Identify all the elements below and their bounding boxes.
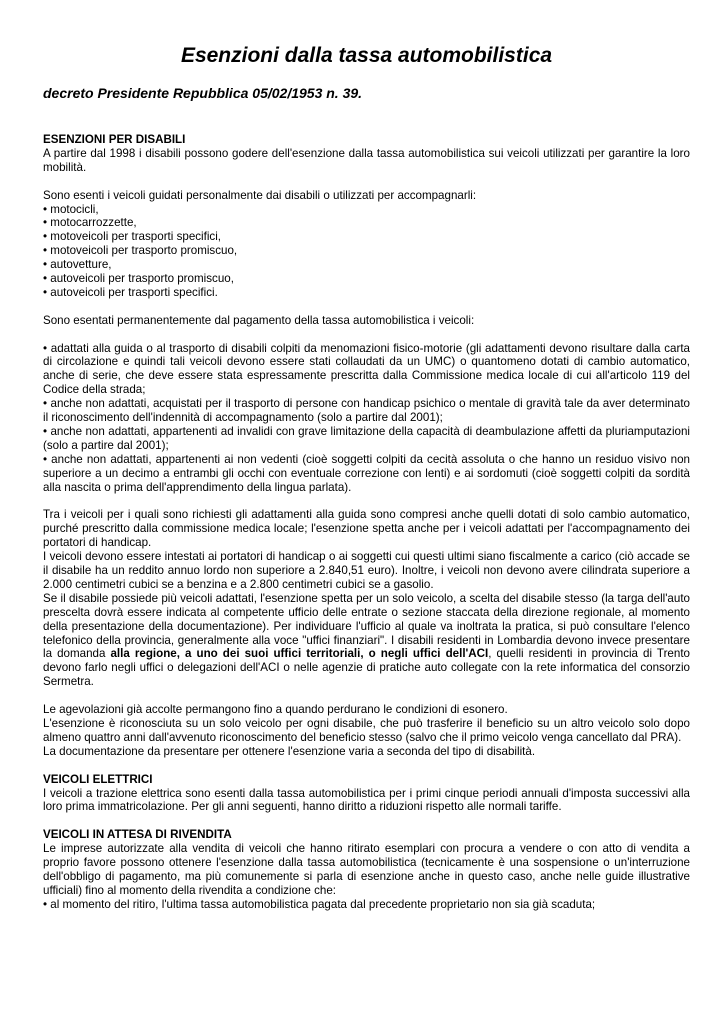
- list-item: • anche non adattati, appartenenti ai non vedenti (cioè soggetti colpiti da cecità assoluta o che hanno un residuo visivo non superiore a un decimo a entrambi gli occhi con eventuale correzione con lenti) e ai sordomuti (cioè soggetti colpiti da sordità alla nascita o prima dell'apprendimento della lingua parlata).: [43, 452, 690, 494]
- paragraph-rivendita: Le imprese autorizzate alla vendita di veicoli che hanno ritirato esemplari con procura a vendere o con atto di vendita a proprio favore possono ottenere l'esenzione dalla tassa automobilistica (tecnicamente è una sospensione o un'interruzione dell'obbligo di pagamento, ma più comunemente si parla di esenzione anche in questo caso, anche nelle guide illustrative ufficiali) fino al momento della rivendita a condizione che:: [43, 842, 690, 897]
- paragraph-intro: A partire dal 1998 i disabili possono godere dell'esenzione dalla tassa automobilistica sui veicoli utilizzati per garantire la loro mobilità.: [43, 146, 690, 174]
- section-rivendita: [43, 828, 690, 911]
- text-run: , quelli residenti in provincia di Trento devono farlo negli uffici o delegazioni dell'ACI o nelle agenzie di pratiche auto collegate con la rete informatica del consorzio Sermetra.: [43, 647, 690, 689]
- decree-reference: decreto Presidente Repubblica 05/02/1953 n. 39.: [43, 85, 363, 101]
- list-item: • adattati alla guida o al trasporto di disabili colpiti da menomazioni fisico-motorie (gli adattamenti devono risultare dalla carta di circolazione e quindi tali veicoli devono essere stati collaudati da un UMC) o quantomeno dotati di cambio automatico, anche di serie, che deve essere stata espressamente prescritta dalla Commissione medica locale di cui all'articolo 119 del Codice della strada;: [43, 341, 690, 397]
- text-run-bold: alla regione, a uno dei suoi uffici territoriali, o negli uffici dell'ACI: [110, 647, 489, 661]
- paragraph-cambio: Tra i veicoli per i quali sono richiesti gli adattamenti alla guida sono compresi anche quelli dotati di solo cambio automatico, purché prescritto dalla commissione medica locale; l'esenzione spetta anche per i veicoli adattati per l'accompagnamento dei portatori di handicap.: [43, 508, 690, 550]
- paragraph-elettrici: I veicoli a trazione elettrica sono esenti dalla tassa automobilistica per i primi cinque periodi annuali d'imposta successivi alla loro prima immatricolazione. Per gli anni seguenti, hanno diritto a riduzioni rispetto alle normali tariffe.: [43, 786, 690, 814]
- section-disabili: [43, 133, 690, 759]
- section-heading-elettrici: VEICOLI ELETTRICI: [43, 772, 153, 786]
- paragraph-esenti: Sono esenti i veicoli guidati personalmente dai disabili o utilizzati per accompagnarli:: [43, 188, 477, 202]
- document-page: [43, 0, 690, 912]
- text-run: Se il disabile possiede più veicoli adattati, l'esenzione spetta per un solo veicolo, a scelta del disabile stesso (la targa dell'auto prescelta dovrà essere indicata al competente ufficio delle entrate o sezione staccata della direzione regionale, al momento della presentazione della documentazione). Per individuare l'ufficio al quale va inoltrata la pratica, si può consultare l'elenco telefonico della provincia, generalmente alla voce "uffici finanziari". I disabili residenti in Lombardia devono invece presentare la domanda: [43, 591, 690, 661]
- list-item: • anche non adattati, acquistati per il trasporto di persone con handicap psichico o mentale di gravità tale da aver determinato il riconoscimento dell'indennità di accompagnamento (solo a partire dal 2001);: [43, 397, 690, 425]
- vehicle-list: [43, 203, 690, 300]
- list-item: • autoveicoli per trasporti specifici.: [43, 285, 218, 299]
- paragraph-agevolazioni: Le agevolazioni già accolte permangono fino a quando perdurano le condizioni di esonero.: [43, 703, 508, 717]
- paragraph-unico-veicolo: L'esenzione è riconosciuta su un solo veicolo per ogni disabile, che può trasferire il beneficio su un altro veicolo solo dopo almeno quattro anni dall'avvenuto riconoscimento del beneficio stesso (salvo che il primo veicolo venga cancellato dal PRA).: [43, 716, 690, 744]
- paragraph-permanent: Sono esentati permanentemente dal pagamento della tassa automobilistica i veicoli:: [43, 313, 475, 327]
- list-item: • autovetture,: [43, 258, 112, 272]
- paragraph-intestati: I veicoli devono essere intestati ai portatori di handicap o ai soggetti cui questi ultimi siano fiscalmente a carico (ciò accade se il disabile ha un reddito annuo lordo non superiore a 2.840,51 euro). Inoltre, i veicoli non devono avere cilindrata superiore a 2.000 centimetri cubici se a benzina e a 2.800 centimetri cubici se a gasolio.: [43, 550, 690, 591]
- list-item: • motocarrozzette,: [43, 216, 137, 230]
- list-item: • al momento del ritiro, l'ultima tassa automobilistica pagata dal precedente proprietario non sia già scaduta;: [43, 897, 596, 911]
- list-item: • motoveicoli per trasporto promiscuo,: [43, 244, 238, 258]
- section-heading-disabili: ESENZIONI PER DISABILI: [43, 133, 186, 146]
- list-item: • motoveicoli per trasporti specifici,: [43, 230, 222, 244]
- paragraph-piu-veicoli: [43, 592, 690, 689]
- spacer: [43, 102, 690, 133]
- page-title: Esenzioni dalla tassa automobilistica: [180, 44, 553, 67]
- list-item: • motocicli,: [43, 202, 99, 216]
- section-heading-rivendita: VEICOLI IN ATTESA DI RIVENDITA: [43, 828, 232, 842]
- condition-list: [43, 342, 690, 495]
- section-elettrici: [43, 773, 690, 815]
- list-item: • anche non adattati, appartenenti ad invalidi con grave limitazione della capacità di deambulazione affetti da pluriamputazioni (solo a partire dal 2001);: [43, 424, 690, 452]
- list-item: • autoveicoli per trasporto promiscuo,: [43, 272, 234, 286]
- paragraph-documentazione: La documentazione da presentare per ottenere l'esenzione varia a seconda del tipo di disabilità.: [43, 744, 536, 758]
